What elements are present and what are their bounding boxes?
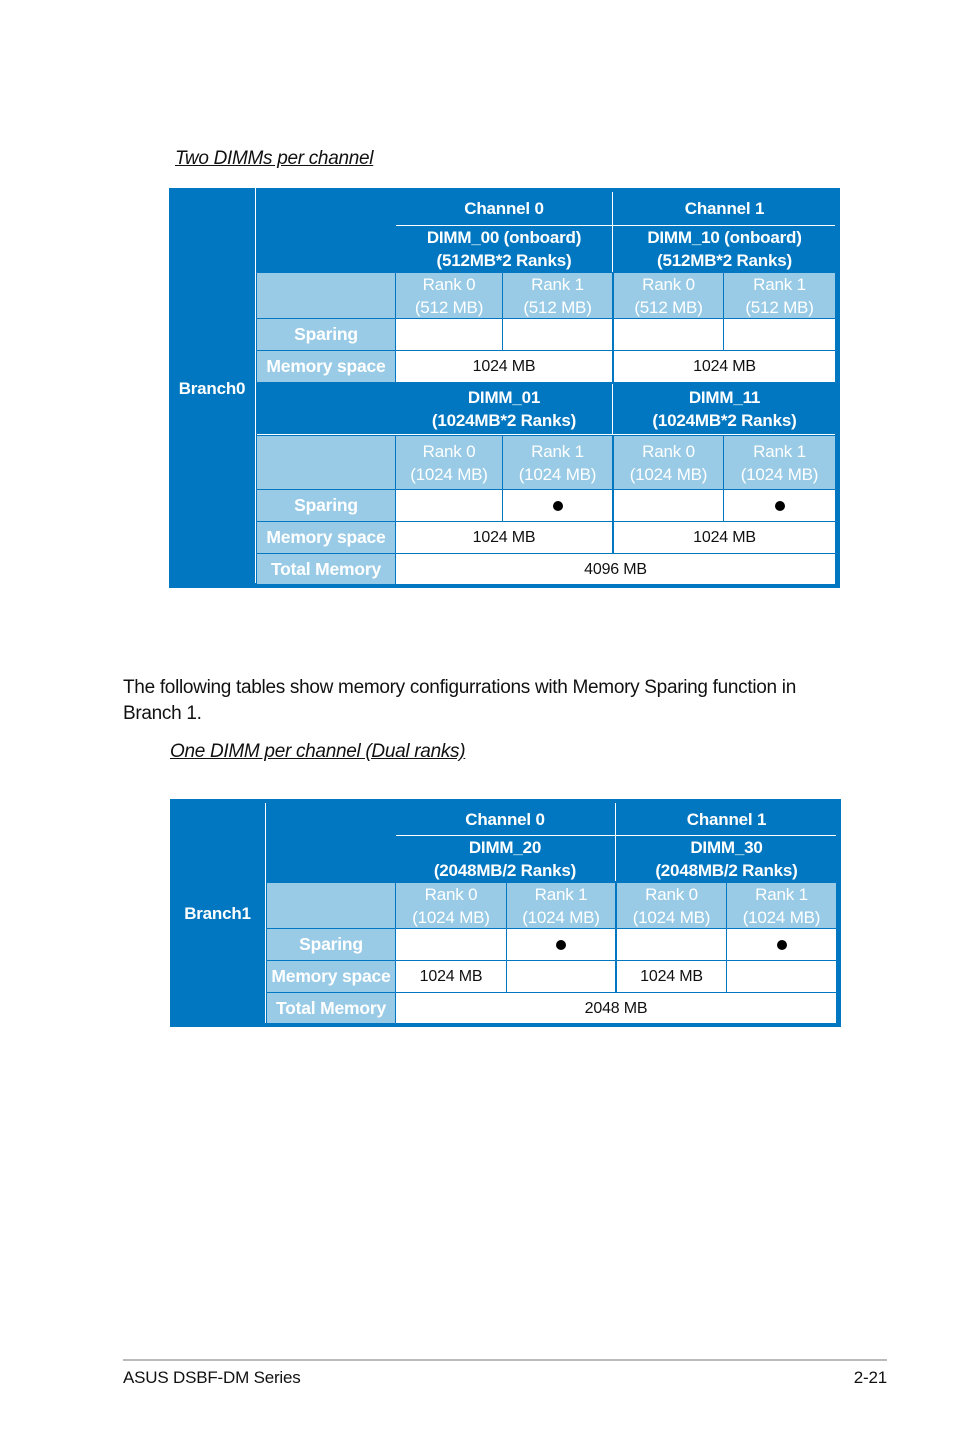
memory-space-value: 1024 MB: [614, 522, 835, 553]
sparing-label: Sparing: [257, 490, 395, 521]
rank-cell: Rank 1 (1024 MB): [507, 883, 615, 928]
rank-label-spacer: [267, 883, 395, 928]
sparing-cell: [617, 929, 726, 960]
dimm-10-header: DIMM_10 (onboard) (512MB*2 Ranks): [647, 228, 802, 270]
footer-divider: [123, 1359, 887, 1361]
rank-cell: Rank 1 (1024 MB): [503, 436, 612, 489]
sparing-cell: [396, 319, 502, 350]
channel-1-header: Channel 1: [686, 809, 767, 829]
rank-cell: Rank 0 (1024 MB): [396, 883, 506, 928]
memory-space-value: 1024 MB: [614, 351, 835, 382]
sparing-dot-icon: [556, 940, 566, 950]
rank-cell: Rank 0 (512 MB): [396, 273, 502, 318]
footer-product-name: ASUS DSBF-DM Series: [123, 1368, 301, 1387]
memory-space-label: Memory space: [257, 522, 395, 553]
sparing-cell: [396, 490, 502, 521]
rank-label-spacer: [257, 436, 395, 489]
rank-cell: Rank 1 (1024 MB): [727, 883, 836, 928]
footer-page-number: 2-21: [853, 1368, 887, 1387]
intro-paragraph: The following tables show memory configurrations with Memory Sparing function in Branch 1.: [123, 677, 796, 724]
memory-space-value: 1024 MB: [617, 961, 726, 992]
total-memory-value: 2048 MB: [396, 993, 836, 1023]
memory-space-label: Memory space: [257, 351, 395, 382]
sparing-cell: [503, 490, 612, 521]
memory-space-value: 1024 MB: [396, 522, 612, 553]
sparing-dot-icon: [777, 940, 787, 950]
rank-cell: Rank 0 (512 MB): [614, 273, 723, 318]
sparing-cell: [724, 319, 835, 350]
memory-space-value: 1024 MB: [396, 961, 506, 992]
memory-space-value: 1024 MB: [396, 351, 612, 382]
rank-cell: Rank 0 (1024 MB): [614, 436, 723, 489]
sparing-cell: [724, 490, 835, 521]
rank-cell: Rank 1 (512 MB): [724, 273, 835, 318]
memory-space-value: [727, 961, 836, 992]
sparing-cell: [507, 929, 615, 960]
total-memory-label: Total Memory: [257, 554, 395, 584]
dimm-11-header: DIMM_11 (1024MB*2 Ranks): [652, 388, 797, 430]
total-memory-label: Total Memory: [267, 993, 395, 1023]
dimm-00-header: DIMM_00 (onboard) (512MB*2 Ranks): [426, 228, 582, 270]
sparing-cell: [614, 490, 723, 521]
sparing-label: Sparing: [267, 929, 395, 960]
memory-space-label: Memory space: [267, 961, 395, 992]
rank-cell: Rank 0 (1024 MB): [396, 436, 502, 489]
rank-label-spacer: [257, 273, 395, 318]
channel-0-header: Channel 0: [465, 809, 545, 829]
branch-label: Branch1: [184, 903, 251, 923]
sparing-cell: [614, 319, 723, 350]
dimm-01-header: DIMM_01 (1024MB*2 Ranks): [431, 388, 577, 430]
branch-label: Branch0: [178, 378, 246, 398]
memory-space-value: [507, 961, 615, 992]
branch0-memory-table: [169, 188, 840, 588]
total-memory-value: 4096 MB: [396, 554, 835, 584]
sparing-cell: [503, 319, 612, 350]
dimm-20-header: DIMM_20 (2048MB/2 Ranks): [433, 837, 577, 880]
table1-caption: Two DIMMs per channel: [175, 148, 374, 169]
sparing-dot-icon: [775, 501, 785, 511]
sparing-dot-icon: [553, 501, 563, 511]
sparing-cell: [727, 929, 836, 960]
rank-cell: Rank 1 (1024 MB): [724, 436, 835, 489]
dimm-30-header: DIMM_30 (2048MB/2 Ranks): [655, 837, 798, 880]
channel-1-header: Channel 1: [684, 199, 765, 218]
rank-cell: Rank 1 (512 MB): [503, 273, 612, 318]
branch1-memory-table: [170, 799, 841, 1027]
table2-caption: One DIMM per channel (Dual ranks): [170, 741, 466, 762]
sparing-cell: [396, 929, 506, 960]
sparing-label: Sparing: [257, 319, 395, 350]
channel-0-header: Channel 0: [464, 199, 544, 218]
rank-cell: Rank 0 (1024 MB): [617, 883, 726, 928]
